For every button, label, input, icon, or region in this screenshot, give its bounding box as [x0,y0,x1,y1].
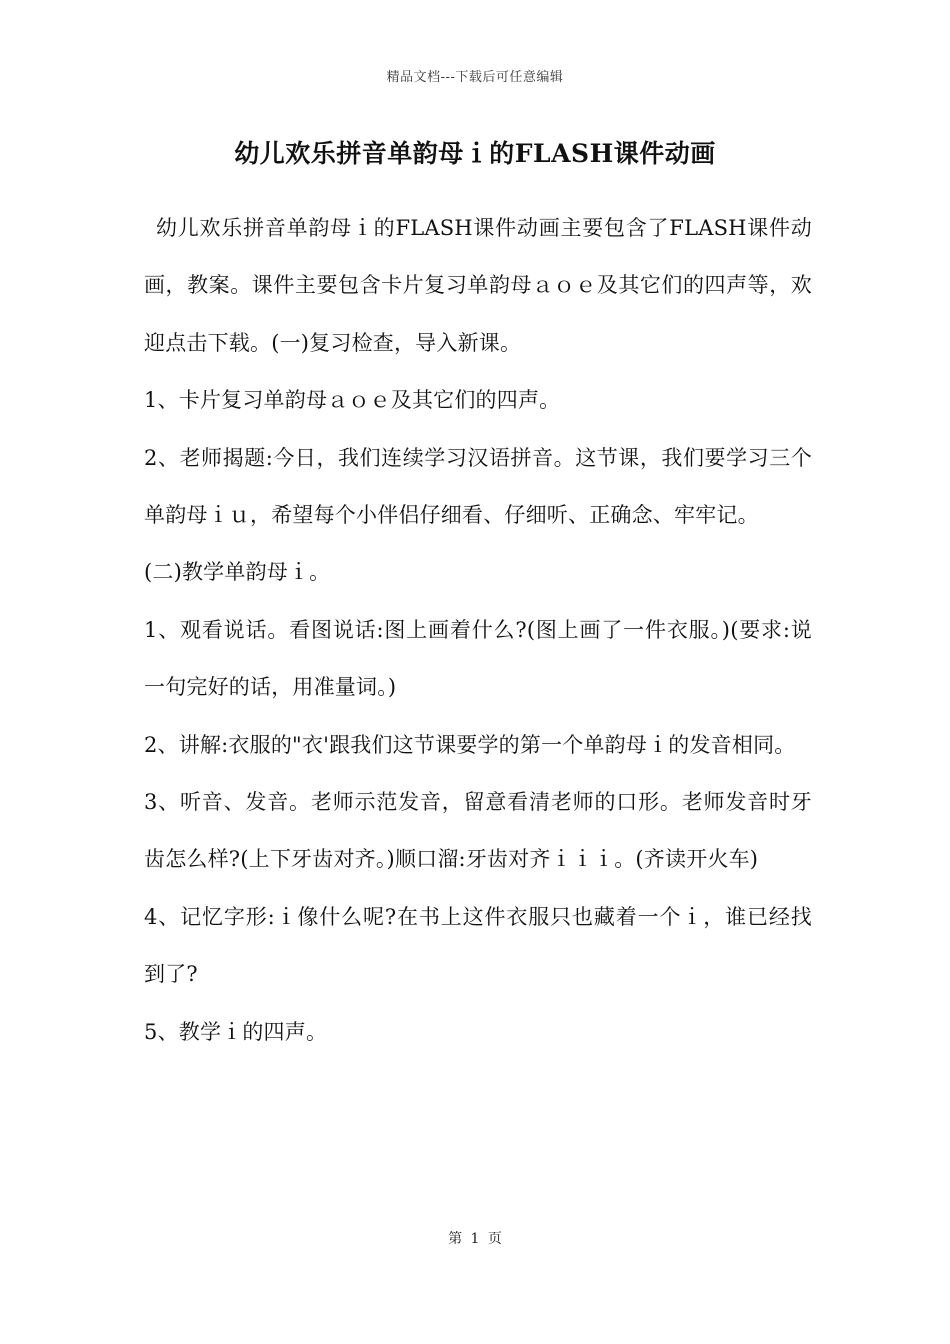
page-number: 1 [470,1231,480,1247]
paragraph-intro: 幼儿欢乐拼音单韵母ｉ的FLASH课件动画主要包含了FLASH课件动画，教案。课件主要包含卡片复习单韵母ａｏｅ及其它们的四声等，欢迎点击下载。(一)复习检查，导入新课。 [144,216,812,355]
paragraph-explain: 2、讲解:衣服的"衣'跟我们这节课要学的第一个单韵母ｉ的发音相同。 [144,732,796,757]
section-heading-teach-i: (二)教学单韵母ｉ。 [144,560,331,585]
page-header: 精品文档---下载后可任意编辑 [386,70,564,85]
paragraph-four-tones: 5、教学ｉ的四声。 [144,1019,328,1044]
page-number-suffix: 页 [487,1231,502,1247]
paragraph-review-cards: 1、卡片复习单韵母ａｏｅ及其它们的四声。 [144,388,561,413]
paragraph-teacher-intro: 2、老师揭题:今日，我们连续学习汉语拼音。这节课，我们要学习三个单韵母ｉｕ，希望每个小伴侣仔细看、仔细听、正确念、牢牢记。 [144,445,812,528]
paragraph-look-and-talk: 1、观看说话。看图说话:图上画着什么?(图上画了一件衣服。)(要求:说一句完好的话，用准量词。) [144,617,812,700]
document-title: 幼儿欢乐拼音单韵母ｉ的FLASH课件动画 [234,139,716,168]
paragraph-memorize-shape: 4、记忆字形:ｉ像什么呢?在书上这件衣服只也藏着一个ｉ，谁已经找到了? [144,904,812,987]
document-body [144,200,812,1061]
page-number-prefix: 第 [448,1231,463,1247]
paragraph-listen-pronounce: 3、听音、发音。老师示范发音，留意看清老师的口形。老师发音时牙齿怎么样?(上下牙齿对齐。)顺口溜:牙齿对齐ｉｉｉ。(齐读开火车) [144,790,812,872]
page-footer [0,1228,950,1248]
